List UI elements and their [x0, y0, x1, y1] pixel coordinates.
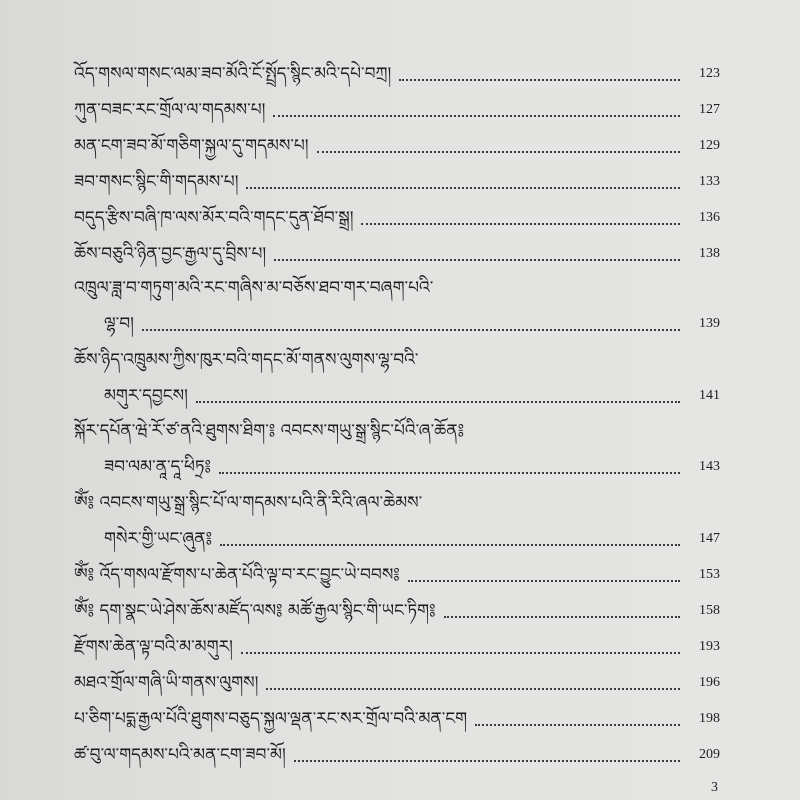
toc-entry-page-number: 158: [699, 603, 720, 618]
toc-entry-line: [74, 700, 720, 734]
toc-entry-title: ཟབ་ལམ་ནཱ་དཱ་ཕིཏྲ༔: [104, 457, 211, 477]
toc-entry: [0, 235, 800, 269]
page-number-footer: 3: [711, 780, 718, 795]
dot-leader: [246, 187, 680, 189]
toc-entry-title: ༀ༔ འབངས་གཡུ་སྒྲ་སྙིང་པོ་ལ་གདམས་པའི་ནི་རིའི་ཞལ་ཆེམས་: [74, 493, 423, 513]
toc-entry-page-number: 209: [699, 747, 720, 762]
toc-entry-line: [74, 127, 720, 161]
toc-entry-title: ༀ༔ དག་སྣང་ཡེ་ཤེས་ཆོས་མཛོད་ལས༔ མཚོ་རྒྱལ་སྙིང་གི་ཡང་ཏིག༔: [74, 601, 436, 621]
toc-entry: [0, 55, 800, 89]
toc-entry-page-number: 153: [699, 567, 720, 582]
toc-entry-title: མཐའ་གྲོལ་གཞི་ཡི་གནས་ལུགས།: [74, 673, 259, 693]
toc-entry-line: [74, 341, 720, 375]
toc-entry-line: [74, 484, 720, 518]
dot-leader: [444, 616, 680, 618]
toc-entry-title: འཁྲུལ་ཟླ་བ་གཏུག་མའི་རང་གཞིས་མ་བཅོས་ཐབ་གར་བཞག་པའི་: [74, 278, 434, 298]
toc-entry-line: [74, 664, 720, 698]
toc-entry: [0, 305, 800, 339]
toc-entry-line: [74, 736, 720, 770]
toc-entry: [0, 520, 800, 554]
toc-entry-title: རྫོགས་ཆེན་ལྟ་བའི་མ་མགུར།: [74, 637, 233, 657]
toc-entry-line: [74, 556, 720, 590]
dot-leader: [274, 259, 680, 261]
toc-entry: [0, 592, 800, 626]
toc-entry: [0, 484, 800, 518]
toc-entry-line: [104, 448, 720, 482]
toc-entry-title: ཟབ་གསང་སྙིང་གི་གདམས་པ།: [74, 172, 239, 192]
toc-entry-page-number: 141: [699, 388, 720, 403]
toc-entry-line: [104, 520, 720, 554]
toc-entry: [0, 448, 800, 482]
toc-entry: [0, 199, 800, 233]
toc-entry: [0, 269, 800, 303]
dot-leader: [142, 329, 680, 331]
dot-leader: [294, 760, 680, 762]
dot-leader: [219, 472, 680, 474]
toc-entry-page-number: 196: [699, 675, 720, 690]
toc-entry-page-number: 139: [699, 316, 720, 331]
toc-entry-page-number: 129: [699, 138, 720, 153]
toc-entry-line: [104, 305, 720, 339]
dot-leader: [361, 223, 680, 225]
toc-entry: [0, 736, 800, 770]
toc-entry-title: འོད་གསལ་གསང་ལམ་ཟབ་མོའི་ངོ་སྤྲོད་སྙིང་མའི་དཔེ་བཀྲ།: [74, 64, 392, 84]
dot-leader: [266, 688, 680, 690]
toc-entry: [0, 163, 800, 197]
toc-entry: [0, 556, 800, 590]
toc-entry-title: པ་ཅིག་པདྨ་རྒྱལ་པོའི་ཐུགས་བཅུད་སྐྱལ་ལྡན་རང་སར་གྲོལ་བའི་མན་ངག: [74, 709, 468, 729]
toc-entry-title: ཆོས་བཅུའི་ཉིན་བྱང་རྒྱལ་དུ་བྲིས་པ།: [74, 244, 267, 264]
toc-entry-title: མན་ངག་ཟབ་མོ་གཅིག་སྐྱལ་དུ་གདམས་པ།: [74, 136, 309, 156]
toc-entry-page-number: 193: [699, 639, 720, 654]
toc-entry-title: ཀུན་བཟང་རང་གྲོལ་ལ་གདམས་པ།: [74, 100, 266, 120]
toc-entry-title: ༀ༔ འོད་གསལ་རྫོགས་པ་ཆེན་པོའི་ལྟ་བ་རང་བྱུང་ཡེ་བབས༔: [74, 565, 400, 585]
toc-entry-line: [74, 592, 720, 626]
toc-entry-page-number: 133: [699, 174, 720, 189]
toc-entry-page-number: 147: [699, 531, 720, 546]
dot-leader: [399, 79, 680, 81]
toc-entry-page-number: 138: [699, 246, 720, 261]
toc-entry-page-number: 127: [699, 102, 720, 117]
toc-entry-line: [74, 269, 720, 303]
toc-entry-title: མགུར་དབྱངས།: [104, 386, 188, 406]
toc-entry-title: ཚ་བུ་ལ་གདམས་པའི་མན་ངག་ཟབ་མོ།: [74, 745, 286, 765]
toc-entry-line: [104, 377, 720, 411]
toc-entry: [0, 700, 800, 734]
toc-entry-line: [74, 91, 720, 125]
dot-leader: [196, 401, 680, 403]
toc-entry-line: [74, 412, 720, 446]
toc-entry-page-number: 198: [699, 711, 720, 726]
toc-entry: [0, 91, 800, 125]
toc-entry: [0, 412, 800, 446]
toc-entry-line: [74, 235, 720, 269]
toc-entry-title: ལྷ་བ།: [104, 314, 134, 334]
toc-entry-title: བདུད་རྩིས་བཞི་ཁ་ལས་མོར་བའི་གདང་དུན་ཐོབ་སྒྲ།: [74, 208, 354, 228]
dot-leader: [408, 580, 680, 582]
toc-entry: [0, 377, 800, 411]
dot-leader: [475, 724, 680, 726]
toc-entry-line: [74, 55, 720, 89]
toc-entry-line: [74, 199, 720, 233]
toc-entry-line: [74, 628, 720, 662]
dot-leader: [317, 151, 680, 153]
toc-entry: [0, 341, 800, 375]
toc-entry: [0, 628, 800, 662]
toc-entry: [0, 664, 800, 698]
toc-entry-page-number: 123: [699, 66, 720, 81]
dot-leader: [220, 544, 680, 546]
toc-entry-title: སྐོར་དཔོན་ཝེ་རོ་ཙ་ནའི་ཐུགས་ཐིག་༔ འབངས་གཡུ་སྒྲ་སྙིང་པོའི་ཞ་ཆོན༔: [74, 421, 465, 441]
dot-leader: [241, 652, 680, 654]
toc-entry-page-number: 136: [699, 210, 720, 225]
toc-entry-line: [74, 163, 720, 197]
dot-leader: [273, 115, 680, 117]
toc-entry-title: ཆོས་ཉིད་འཁྲུམས་ཀྱིས་ཁུར་བའི་གདང་མོ་གནས་ལུགས་ལྷ་བའི་: [74, 350, 419, 370]
toc-entry: [0, 127, 800, 161]
toc-entry-title: གསེར་གྱི་ཡང་ཞུན༔: [104, 529, 213, 549]
toc-entry-page-number: 143: [699, 459, 720, 474]
